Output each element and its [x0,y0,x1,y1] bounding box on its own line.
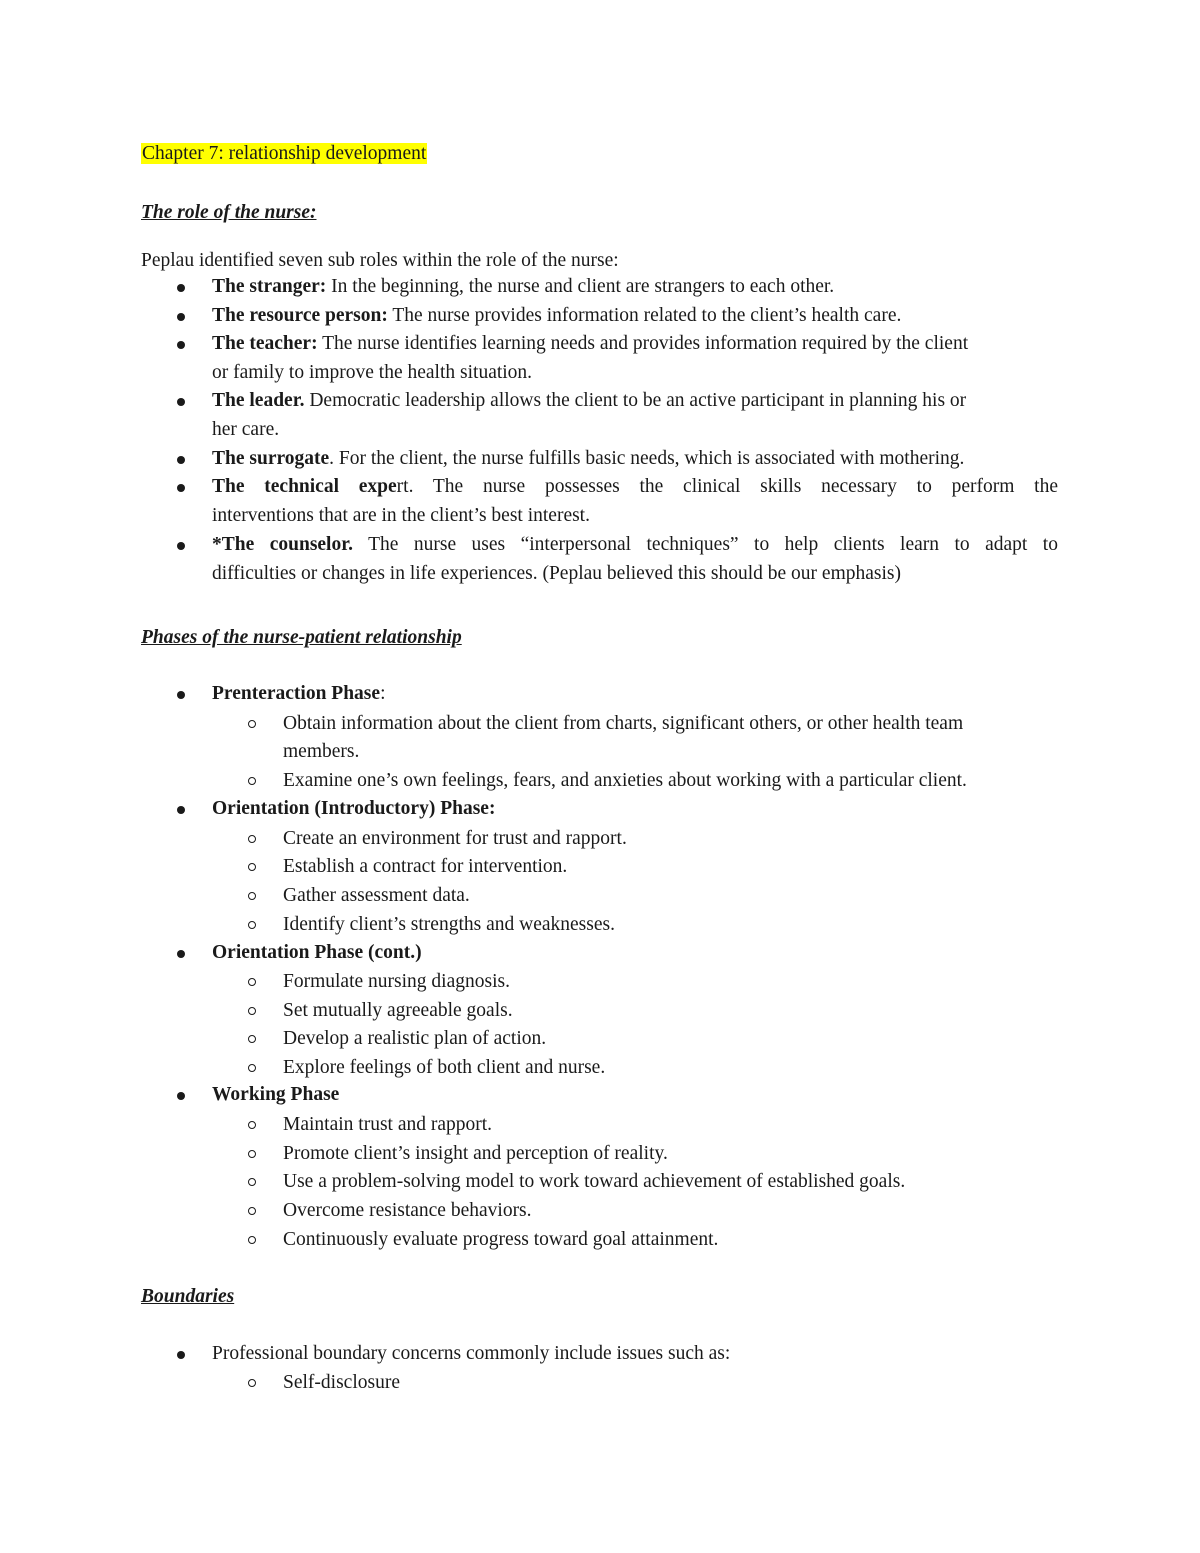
phase-title: Orientation Phase (cont.) [212,942,422,963]
list-item: Maintain trust and rapport. [283,1114,493,1135]
circle-bullet-icon [248,863,256,871]
circle-bullet-icon [248,1035,256,1043]
bullet-icon [177,1092,185,1100]
bullet-icon [177,484,185,492]
list-item: Continuously evaluate progress toward goal attainment. [283,1229,719,1250]
circle-bullet-icon [248,1064,256,1072]
list-item: Identify client’s strengths and weaknesses. [283,914,615,935]
circle-bullet-icon [248,720,256,728]
list-item: *The counselor. The nurse uses “interpersonal techniques” to help clients learn to adapt to [212,534,1058,555]
circle-bullet-icon [248,1150,256,1158]
list-item: The resource person: The nurse provides information related to the client’s health care. [212,305,902,326]
section-intro: Peplau identified seven sub roles within the role of the nurse: [141,250,619,271]
list-item: Examine one’s own feelings, fears, and anxieties about working with a particular client. [283,770,967,791]
circle-bullet-icon [248,835,256,843]
bullet-icon [177,398,185,406]
circle-bullet-icon [248,1236,256,1244]
list-item: Use a problem-solving model to work toward achievement of established goals. [283,1171,906,1192]
list-item: Set mutually agreeable goals. [283,1000,513,1021]
bullet-icon [177,284,185,292]
bullet-icon [177,313,185,321]
list-item: Explore feelings of both client and nurse. [283,1057,606,1078]
bullet-icon [177,542,185,550]
list-item: Establish a contract for intervention. [283,856,568,877]
circle-bullet-icon [248,1379,256,1387]
section-heading-role-of-nurse: The role of the nurse: [141,202,317,223]
circle-bullet-icon [248,777,256,785]
bullet-icon [177,456,185,464]
list-item: Formulate nursing diagnosis. [283,971,510,992]
list-item: Gather assessment data. [283,885,470,906]
phase-title: Orientation (Introductory) Phase: [212,798,496,819]
list-item: Promote client’s insight and perception of reality. [283,1143,668,1164]
circle-bullet-icon [248,921,256,929]
list-item-continuation: her care. [212,419,280,440]
circle-bullet-icon [248,1007,256,1015]
list-item: Professional boundary concerns commonly include issues such as: [212,1343,731,1364]
circle-bullet-icon [248,1207,256,1215]
bullet-icon [177,950,185,958]
phase-title: Prenteraction Phase: [212,683,386,704]
list-item: The technical expert. The nurse possesses the clinical skills necessary to perform the [212,476,1058,497]
page-title: Chapter 7: relationship development [142,143,427,164]
list-item: The surrogate. For the client, the nurse fulfills basic needs, which is associated with mothering. [212,448,965,469]
list-item-continuation: members. [283,741,360,762]
bullet-icon [177,341,185,349]
list-item: Obtain information about the client from charts, significant others, or other health team [283,713,964,734]
section-heading-phases: Phases of the nurse-patient relationship [141,627,462,648]
section-heading-boundaries: Boundaries [141,1286,235,1307]
list-item-continuation: difficulties or changes in life experiences. (Peplau believed this should be our emphasis) [212,563,901,584]
bullet-icon [177,691,185,699]
list-item: Create an environment for trust and rapport. [283,828,627,849]
list-item-continuation: or family to improve the health situation. [212,362,533,383]
list-item-continuation: interventions that are in the client’s best interest. [212,505,590,526]
phase-title: Working Phase [212,1084,340,1105]
list-item: The teacher: The nurse identifies learning needs and provides information required by the client [212,333,969,354]
bullet-icon [177,806,185,814]
list-item: The stranger: In the beginning, the nurse and client are strangers to each other. [212,276,835,297]
circle-bullet-icon [248,978,256,986]
circle-bullet-icon [248,1178,256,1186]
bullet-icon [177,1351,185,1359]
circle-bullet-icon [248,1121,256,1129]
list-item: Develop a realistic plan of action. [283,1028,547,1049]
list-item: Overcome resistance behaviors. [283,1200,532,1221]
circle-bullet-icon [248,892,256,900]
list-item: The leader. Democratic leadership allows the client to be an active participant in planning his or [212,390,967,411]
list-item: Self-disclosure [283,1372,400,1393]
